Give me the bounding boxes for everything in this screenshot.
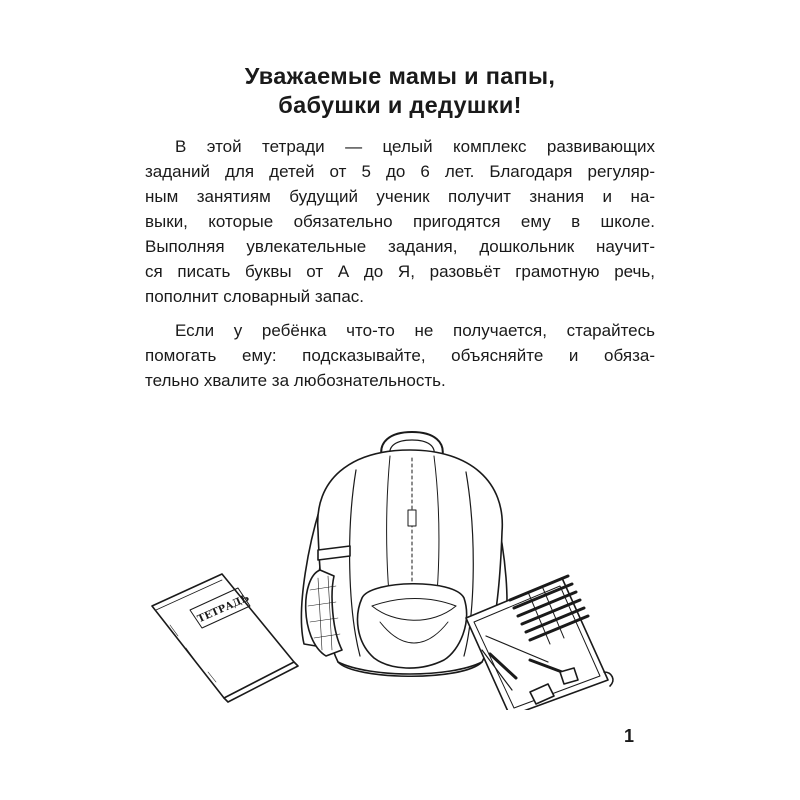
text-line: пополнит словарный запас. xyxy=(145,287,365,306)
text-line: заданий для детей от 5 до 6 лет. Благодаря регуляр- xyxy=(145,162,655,181)
text-line: В этой тетради — целый комплекс развивающих xyxy=(175,137,655,156)
title-line-2: бабушки и дедушки! xyxy=(278,92,522,118)
text-line: ным занятиям будущий ученик получит знания и на- xyxy=(145,187,655,206)
page-title xyxy=(150,62,650,120)
text-line: выки, которые обязательно пригодятся ему в школе. xyxy=(145,212,655,231)
text-line: ся писать буквы от А до Я, разовьёт грамотную речь, xyxy=(145,262,655,281)
school-supplies-illustration xyxy=(150,410,650,710)
text-line: тельно хвалите за любознательность. xyxy=(145,371,446,390)
title-line-1: Уважаемые мамы и папы, xyxy=(244,63,556,89)
paragraph-1 xyxy=(145,134,655,309)
paragraph-2 xyxy=(145,318,655,393)
notebook-label: ТЕТРАДЬ xyxy=(196,592,252,626)
notebook-icon xyxy=(152,574,298,702)
text-line: Выполняя увлекательные задания, дошкольник научит- xyxy=(145,237,655,256)
text-line: помогать ему: подсказывайте, объясняйте и обяза- xyxy=(145,346,655,365)
intro-text xyxy=(145,134,655,393)
page-number: 1 xyxy=(624,726,635,746)
text-line: Если у ребёнка что-то не получается, старайтесь xyxy=(175,321,655,340)
